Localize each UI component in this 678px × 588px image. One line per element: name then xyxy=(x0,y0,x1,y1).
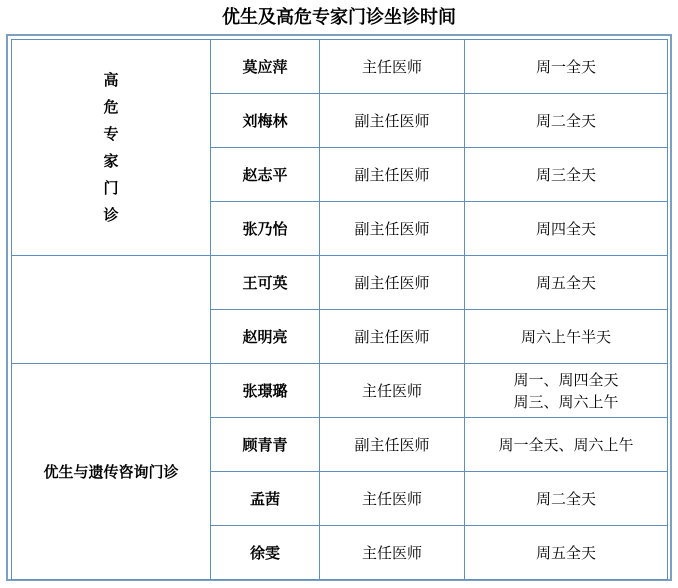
clinic-time xyxy=(465,256,668,310)
doctor-title: 副主任医师 xyxy=(320,256,465,310)
doctor-title: 副主任医师 xyxy=(320,148,465,202)
doctor-name: 顾青青 xyxy=(211,418,320,472)
category-high-risk xyxy=(12,40,211,256)
clinic-time xyxy=(465,94,668,148)
clinic-time-line: 周三、周六上午 xyxy=(513,392,619,411)
table-row xyxy=(12,256,668,310)
clinic-time xyxy=(465,472,668,526)
category-char: 家 xyxy=(103,151,119,170)
doctor-title: 副主任医师 xyxy=(320,418,465,472)
table-row xyxy=(12,40,668,94)
doctor-title: 副主任医师 xyxy=(320,202,465,256)
category-char: 危 xyxy=(103,97,119,116)
clinic-time-line: 周三全天 xyxy=(535,165,596,184)
doctor-name: 赵明亮 xyxy=(211,310,320,364)
clinic-time xyxy=(465,40,668,94)
clinic-time xyxy=(465,310,668,364)
clinic-time xyxy=(465,526,668,580)
category-char: 诊 xyxy=(103,205,119,224)
category-blank xyxy=(12,256,211,364)
category-char: 门 xyxy=(103,178,119,197)
clinic-time-line: 周四全天 xyxy=(535,219,596,238)
clinic-time xyxy=(465,148,668,202)
clinic-time-line: 周二全天 xyxy=(535,111,596,130)
doctor-title: 副主任医师 xyxy=(320,94,465,148)
page-title: 优生及高危专家门诊坐诊时间 xyxy=(222,7,456,28)
doctor-name: 孟茜 xyxy=(211,472,320,526)
doctor-title: 主任医师 xyxy=(320,40,465,94)
doctor-title: 主任医师 xyxy=(320,472,465,526)
clinic-time-line: 周五全天 xyxy=(535,273,596,292)
schedule-table xyxy=(11,39,668,580)
clinic-time xyxy=(465,202,668,256)
clinic-time-line: 周五全天 xyxy=(535,543,596,562)
doctor-name: 张璟璐 xyxy=(211,364,320,418)
doctor-name: 刘梅林 xyxy=(211,94,320,148)
doctor-name: 王可英 xyxy=(211,256,320,310)
clinic-time-line: 周一全天 xyxy=(535,57,596,76)
clinic-time-line: 周六上午半天 xyxy=(520,327,611,346)
doctor-name: 赵志平 xyxy=(211,148,320,202)
clinic-time xyxy=(465,364,668,418)
doctor-title: 副主任医师 xyxy=(320,310,465,364)
clinic-time-line: 周二全天 xyxy=(535,489,596,508)
clinic-time-line: 周一全天、周六上午 xyxy=(498,435,634,454)
doctor-name: 莫应萍 xyxy=(211,40,320,94)
doctor-title: 主任医师 xyxy=(320,364,465,418)
doctor-name: 徐雯 xyxy=(211,526,320,580)
clinic-time-line: 周一、周四全天 xyxy=(513,370,619,389)
category-char: 专 xyxy=(103,124,119,143)
table-row xyxy=(12,364,668,418)
category-prenatal: 优生与遗传咨询门诊 xyxy=(12,364,211,580)
category-char: 高 xyxy=(103,70,119,89)
doctor-title: 主任医师 xyxy=(320,526,465,580)
clinic-time xyxy=(465,418,668,472)
doctor-name: 张乃怡 xyxy=(211,202,320,256)
